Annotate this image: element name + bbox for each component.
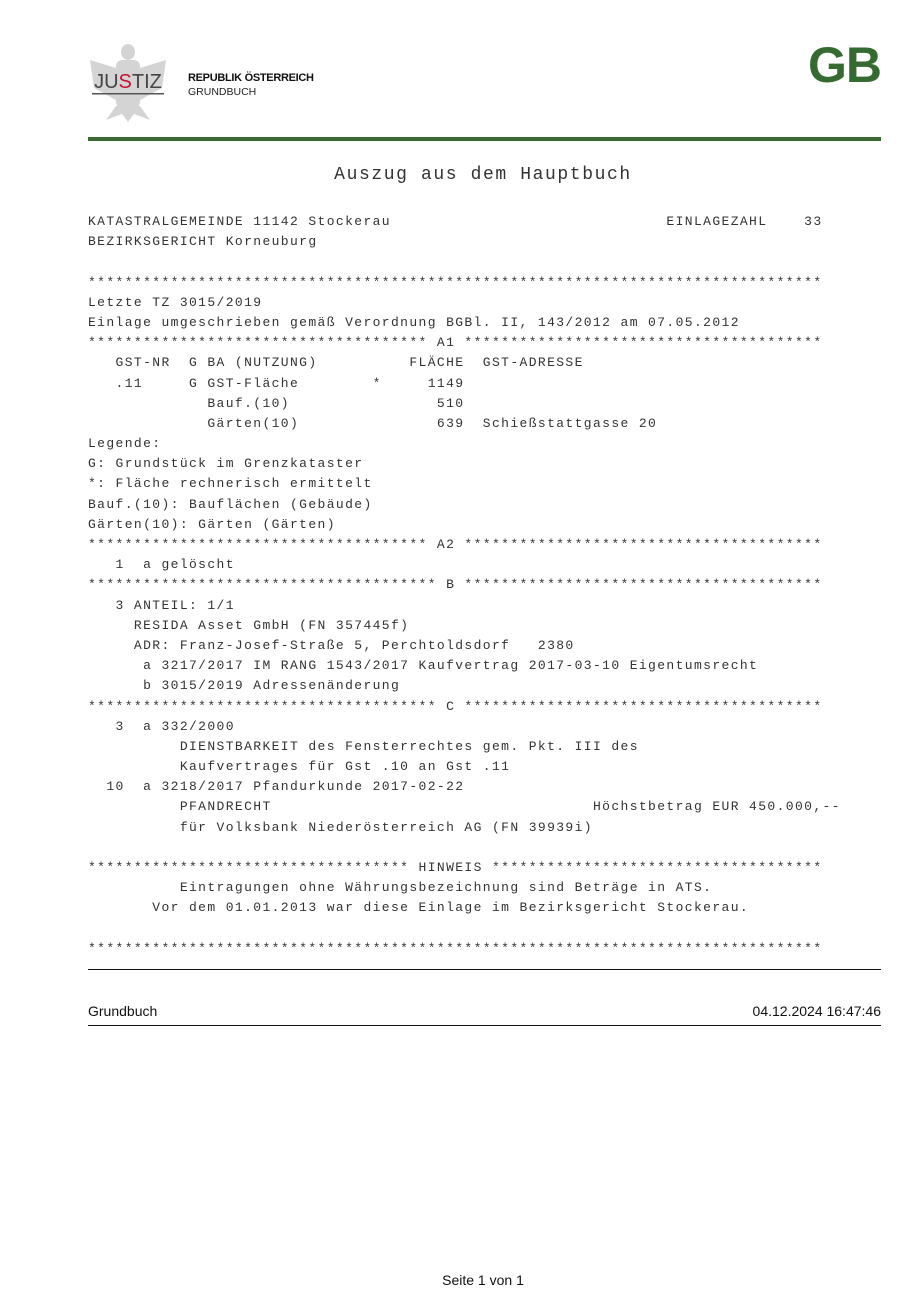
- text-line: PFANDRECHT Höchstbetrag EUR 450.000,--: [88, 799, 841, 815]
- header-divider: [88, 137, 881, 141]
- text-line: Legende:: [88, 436, 162, 452]
- grundbuch-label: GRUNDBUCH: [188, 86, 257, 98]
- text-line: [88, 252, 841, 272]
- text-line: Gärten(10): Gärten (Gärten): [88, 516, 336, 532]
- text-line: [88, 838, 841, 858]
- footer-timestamp: 04.12.2024 16:47:46: [752, 1003, 881, 1019]
- text-line: 10 a 3218/2017 Pfandurkunde 2017-02-22: [88, 779, 465, 795]
- page-number: Seite 1 von 1: [442, 1272, 524, 1288]
- gb-badge: GB: [808, 37, 881, 93]
- footer-divider-bottom: [88, 1025, 881, 1026]
- text-line: ********************************************************************************: [88, 940, 823, 956]
- text-line: RESIDA Asset GmbH (FN 357445f): [88, 617, 410, 633]
- text-line: a 3217/2017 IM RANG 1543/2017 Kaufvertrag 2017-03-10 Eigentumsrecht: [88, 658, 759, 674]
- text-line: ADR: Franz-Josef-Straße 5, Perchtoldsdorf 2380: [88, 637, 575, 653]
- text-line: Einlage umgeschrieben gemäß Verordnung BGBl. II, 143/2012 am 07.05.2012: [88, 314, 740, 330]
- text-line: Bauf.(10) 510: [88, 395, 465, 411]
- footer-label: Grundbuch: [88, 1003, 158, 1019]
- text-line: Bauf.(10): Bauflächen (Gebäude): [88, 496, 373, 512]
- text-line: b 3015/2019 Adressenänderung: [88, 678, 401, 694]
- text-line: .11 G GST-Fläche * 1149: [88, 375, 465, 391]
- text-line: ************************************* A2 ***************************************: [88, 537, 823, 552]
- republic-label: REPUBLIK ÖSTERREICH: [188, 72, 314, 84]
- text-line: ************************************* A1 ***************************************: [88, 335, 823, 351]
- text-line: Vor dem 01.01.2013 war diese Einlage im Bezirksgericht Stockerau.: [88, 900, 750, 916]
- text-line: 3 a 332/2000: [88, 718, 235, 734]
- text-line: Gärten(10) 639 Schießstattgasse 20: [88, 415, 658, 431]
- text-line: Kaufvertrages für Gst .10 an Gst .11: [88, 759, 511, 775]
- document-body: [88, 212, 841, 959]
- text-line: 1 a gelöscht: [88, 557, 235, 573]
- text-line: DIENSTBARKEIT des Fensterrechtes gem. Pkt. III des: [88, 738, 639, 754]
- text-line: ********************************************************************************: [88, 274, 823, 290]
- document-title: Auszug aus dem Hauptbuch: [334, 165, 632, 185]
- text-line: *********************************** HINWEIS ************************************: [88, 860, 823, 875]
- text-line: [88, 919, 841, 939]
- footer-divider-top: [88, 969, 881, 970]
- text-line: GST-NR G BA (NUTZUNG) FLÄCHE GST-ADRESSE: [88, 355, 584, 371]
- text-line: Letzte TZ 3015/2019: [88, 294, 263, 310]
- text-line: G: Grundstück im Grenzkataster: [88, 456, 364, 472]
- text-line: *: Fläche rechnerisch ermittelt: [88, 476, 373, 492]
- text-line: BEZIRKSGERICHT Korneuburg: [88, 234, 318, 250]
- text-line: Eintragungen ohne Währungsbezeichnung sind Beträge in ATS.: [88, 880, 713, 896]
- text-line: ************************************** B ***************************************: [88, 577, 823, 593]
- text-line: 3 ANTEIL: 1/1: [88, 597, 235, 613]
- justiz-logo: [86, 40, 170, 122]
- text-line: KATASTRALGEMEINDE 11142 Stockerau EINLAGEZAHL 33: [88, 214, 823, 229]
- text-line: ************************************** C ***************************************: [88, 698, 823, 714]
- text-line: für Volksbank Niederösterreich AG (FN 39939i): [88, 819, 593, 835]
- svg-text:JUSTIZ: JUSTIZ: [94, 71, 162, 93]
